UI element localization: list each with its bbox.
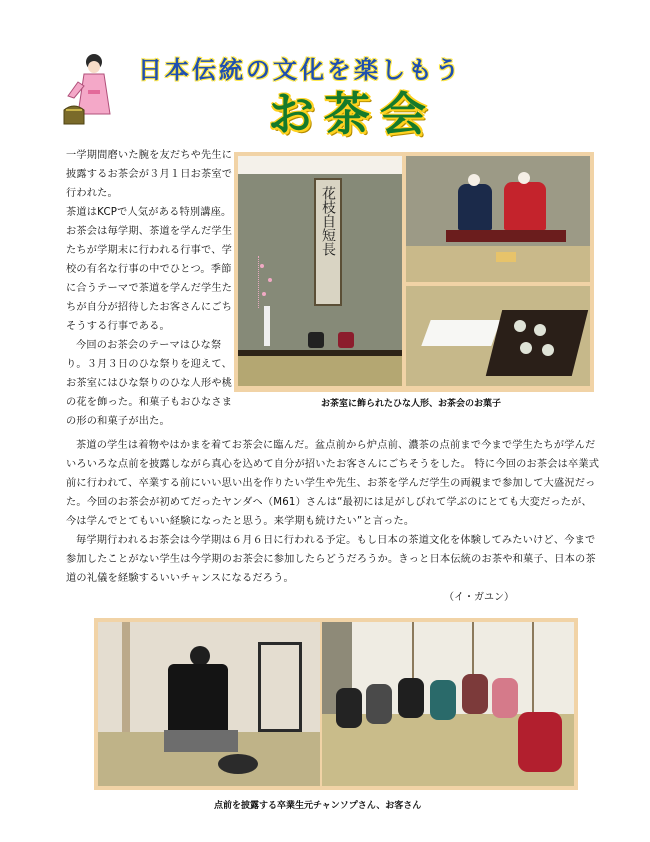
bottom-photo-panel (94, 618, 578, 790)
page-title: お茶会 (268, 87, 436, 141)
intro-paragraph-1: 一学期間磨いた腕を友だちや先生に披露するお茶会が３月１日お茶室で行われた。 (66, 150, 233, 199)
top-photo-caption: お茶室に飾られたひな人形、お茶会のお菓子 (321, 399, 502, 409)
host-photo (98, 622, 320, 786)
top-photo-panel (234, 152, 594, 392)
bottom-photo-caption: 点前を披露する卒業生元チャンソプさん、お客さん (214, 801, 422, 811)
hanging-scroll-text: 花枝自短長 (320, 186, 336, 256)
tokonoma-photo (238, 156, 402, 386)
hina-dolls-photo (406, 156, 590, 282)
article-body (66, 436, 600, 588)
body-paragraph-1: 茶道の学生は着物やはかまを着てお茶会に臨んだ。盆点前から炉点前、濃茶の点前まで今まで学生たちが学んだいろいろな点前を披露しながら真心を込めて自分が招いたお客さんにごちそうをした。 特に今回のお茶会は卒業式前に行われて、卒業する前にいい思い出を作りたい学生や先生、お茶を学んだ学生の両親まで参加して大盛況だった。今回のお茶会が初めてだったヤンダヘ（M61）さんは“最初には足がしびれて学ぶのにとても大変だったが、今は学んでとてもいい経験になったと思う。来学期も続けたい”と言った。 (66, 440, 600, 527)
author-byline: （イ・ガユン） (444, 592, 514, 603)
page-header (0, 0, 650, 140)
kimono-lady-illustration (60, 52, 120, 130)
guests-photo (322, 622, 574, 786)
sweets-photo (406, 286, 590, 386)
body-paragraph-2: 毎学期行われるお茶会は今学期は６月６日に行われる予定。もし日本の茶道文化を体験してみたいけど、今まで参加したことがない学生は今学期のお茶会に参加したらどうだろうか。きっと日本伝統のお茶や和菓子、日本の茶道の礼儀を経験するいいチャンスになるだろう。 (66, 535, 596, 584)
intro-paragraph-2: 茶道はKCPで人気がある特別講座。お茶会は毎学期、茶道を学んだ学生たちが学期末に行われる行事で、学校の有名な行事の中でひとつ。季節に合うテーマで茶道を学んだ学生たちが自分が招待したお客さんにごちそうする行事である。 (66, 207, 233, 332)
intro-paragraph-3: 今回のお茶会のテーマはひな祭り。３月３日のひな祭りを迎えて、お茶室にはひな祭りのひな人形や桃の花を飾った。和菓子もおひなさまの形の和菓子が出た。 (66, 340, 233, 427)
intro-column (66, 146, 234, 431)
headline-kicker: 日本伝統の文化を楽しもう (138, 56, 462, 84)
